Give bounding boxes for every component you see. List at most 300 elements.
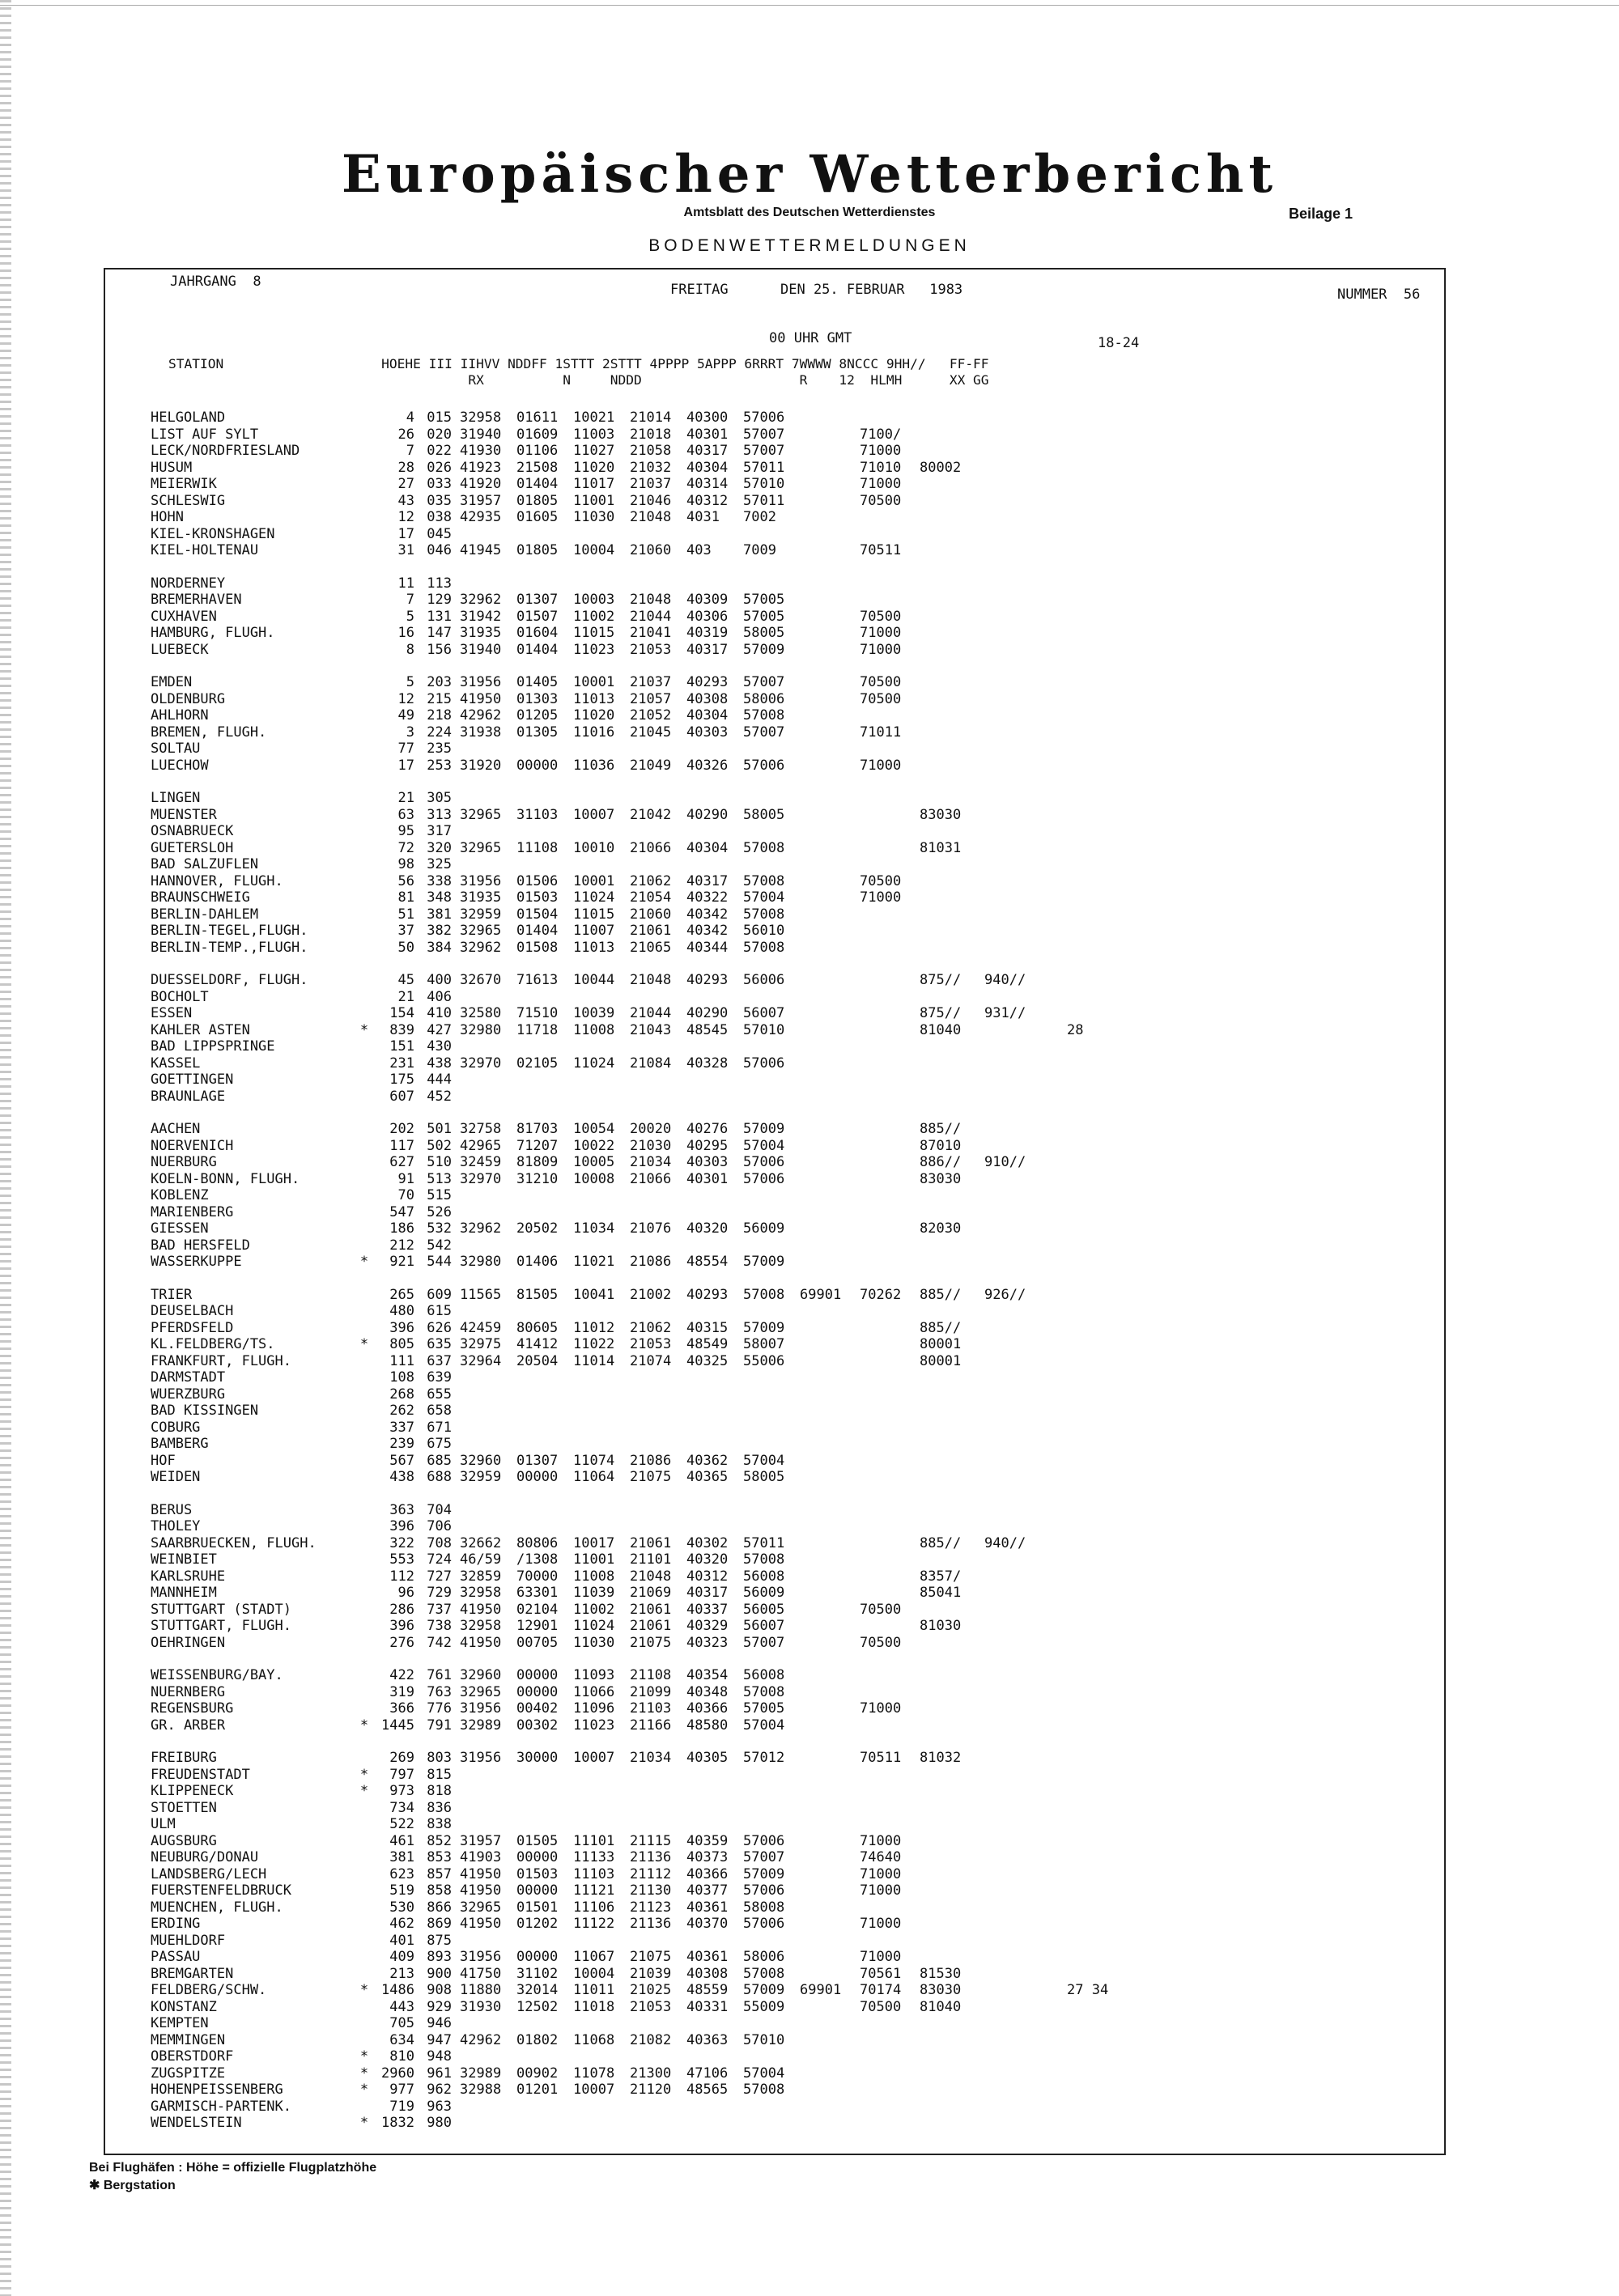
mountain-marker xyxy=(353,940,376,957)
mountain-marker xyxy=(353,989,376,1006)
station-name: MUENSTER xyxy=(151,806,217,823)
station-height: 530 xyxy=(389,1899,414,1916)
group-ff-gust xyxy=(1067,1220,1124,1237)
group-7wwww xyxy=(852,940,910,957)
group-7wwww xyxy=(852,575,910,592)
station-index: 947 xyxy=(427,2031,452,2048)
station-name: BERUS xyxy=(151,1501,193,1518)
group-1sttt xyxy=(565,526,622,543)
group-ff-gust xyxy=(1067,1602,1124,1619)
group-6rrrt xyxy=(792,1750,852,1767)
group-ihvv: 31935 xyxy=(460,625,502,641)
group-8nccc xyxy=(910,1502,978,1519)
mountain-marker xyxy=(353,1518,376,1535)
group-4pppp: 40342 xyxy=(686,906,729,923)
group-5appp xyxy=(735,1502,792,1519)
group-5appp: 58005 xyxy=(743,1469,785,1485)
group-5appp xyxy=(735,1204,792,1221)
group-4pppp: 48554 xyxy=(686,1254,729,1270)
group-9hh xyxy=(978,2065,1067,2082)
group-6rrrt xyxy=(792,940,852,957)
group-ff-gust: 28 xyxy=(1067,1021,1084,1038)
group-7wwww xyxy=(852,1171,910,1188)
group-8nccc xyxy=(910,609,978,626)
station-height: 319 xyxy=(389,1683,414,1700)
group-6rrrt xyxy=(792,1320,852,1337)
group-5appp xyxy=(735,1038,792,1055)
group-4pppp xyxy=(678,1038,735,1055)
station-row xyxy=(151,1916,1124,1933)
station-height: 117 xyxy=(389,1137,414,1154)
group-ihvv xyxy=(452,1420,508,1437)
station-height: 322 xyxy=(389,1534,414,1551)
group-2sttt xyxy=(622,2115,678,2132)
group-6rrrt xyxy=(792,509,852,526)
group-1sttt: 10007 xyxy=(573,2082,615,2098)
group-6rrrt xyxy=(792,1535,852,1552)
group-9hh xyxy=(978,625,1067,642)
station-row xyxy=(151,1882,1124,1899)
group-ihvv: 32964 xyxy=(460,1352,502,1369)
group-4pppp: 40303 xyxy=(686,1154,729,1170)
mountain-marker: * xyxy=(359,1336,369,1352)
station-row xyxy=(151,2099,1124,2116)
group-9hh xyxy=(978,807,1067,824)
group-ihvv: 41750 xyxy=(460,1965,502,1982)
station-index: 729 xyxy=(427,1585,452,1601)
group-ff-gust xyxy=(1067,2082,1124,2099)
station-height: 212 xyxy=(389,1237,414,1254)
group-5appp: 57009 xyxy=(743,1982,785,1998)
mountain-marker xyxy=(353,1966,376,1983)
group-8nccc: 885// xyxy=(920,1121,962,1137)
group-9hh xyxy=(978,2082,1067,2099)
group-2sttt: 21075 xyxy=(630,1469,672,1485)
group-4pppp: 40301 xyxy=(686,426,729,443)
station-name: AUGSBURG xyxy=(151,1832,217,1849)
group-nddff: 32014 xyxy=(516,1982,559,1998)
group-ff-gust xyxy=(1067,493,1124,510)
group-nddff: 01106 xyxy=(516,443,559,459)
group-5appp: 57004 xyxy=(743,1717,785,1734)
group-2sttt: 21103 xyxy=(630,1700,672,1717)
station-row xyxy=(151,2115,1124,2132)
group-ff-gust xyxy=(1067,1386,1124,1403)
group-4pppp: 40314 xyxy=(686,476,729,492)
group-6rrrt xyxy=(792,1667,852,1684)
group-5appp: 57005 xyxy=(743,608,785,625)
group-7wwww xyxy=(852,2099,910,2116)
station-name: THOLEY xyxy=(151,1518,201,1534)
group-2sttt xyxy=(622,1816,678,1833)
group-4pppp xyxy=(678,1369,735,1386)
group-7wwww xyxy=(852,592,910,609)
group-9hh xyxy=(978,1138,1067,1155)
group-7wwww xyxy=(852,1684,910,1701)
group-1sttt: 11024 xyxy=(573,889,615,906)
group-8nccc xyxy=(910,1882,978,1899)
group-6rrrt xyxy=(792,889,852,906)
group-nddff: 01611 xyxy=(516,410,559,426)
group-7wwww xyxy=(852,1717,910,1734)
group-7wwww xyxy=(852,1800,910,1817)
group-nddff xyxy=(508,2015,565,2032)
group-5appp xyxy=(735,2048,792,2065)
mountain-marker xyxy=(353,1833,376,1850)
group-7wwww xyxy=(852,1072,910,1089)
group-9hh xyxy=(978,1502,1067,1519)
group-2sttt xyxy=(622,1420,678,1437)
group-1sttt: 11093 xyxy=(573,1667,615,1683)
group-9hh xyxy=(978,1353,1067,1370)
group-1sttt: 11030 xyxy=(573,1634,615,1651)
group-7wwww xyxy=(852,1353,910,1370)
mountain-marker xyxy=(353,691,376,708)
station-index: 235 xyxy=(427,741,452,757)
group-5appp: 58006 xyxy=(743,1949,785,1965)
group-ihvv: 41950 xyxy=(460,1601,502,1618)
group-nddff xyxy=(508,1386,565,1403)
group-nddff: /1308 xyxy=(516,1551,559,1568)
group-2sttt: 21120 xyxy=(630,2082,672,2098)
station-height: 98 xyxy=(397,856,414,872)
station-row xyxy=(151,1320,1124,1337)
station-row xyxy=(151,1005,1124,1022)
group-8nccc: 83030 xyxy=(920,1170,962,1187)
group-9hh xyxy=(978,642,1067,659)
group-2sttt: 21043 xyxy=(630,1021,672,1038)
group-4pppp: 40303 xyxy=(686,724,729,741)
group-nddff xyxy=(508,575,565,592)
group-2sttt: 21066 xyxy=(630,839,672,856)
group-6rrrt xyxy=(792,1469,852,1486)
station-name: HOHENPEISSENBERG xyxy=(151,2082,283,2098)
group-2sttt: 21018 xyxy=(630,426,672,443)
group-nddff xyxy=(508,1767,565,1784)
station-height: 112 xyxy=(389,1568,414,1585)
mountain-marker xyxy=(353,1684,376,1701)
group-7wwww xyxy=(852,2048,910,2065)
group-2sttt: 21101 xyxy=(630,1551,672,1568)
group-nddff xyxy=(508,1237,565,1254)
group-nddff: 12901 xyxy=(516,1618,559,1634)
group-4pppp: 40344 xyxy=(686,939,729,956)
mountain-marker xyxy=(353,889,376,906)
group-6rrrt xyxy=(792,1022,852,1039)
group-7wwww xyxy=(852,840,910,857)
station-name: HUSUM xyxy=(151,459,193,476)
group-6rrrt xyxy=(792,460,852,477)
mountain-marker xyxy=(353,1750,376,1767)
group-8nccc xyxy=(910,2082,978,2099)
station-height: 17 xyxy=(397,525,414,542)
group-4pppp: 40328 xyxy=(686,1055,729,1072)
group-9hh xyxy=(978,1089,1067,1106)
group-9hh xyxy=(978,856,1067,873)
group-6rrrt xyxy=(792,1072,852,1089)
group-8nccc xyxy=(910,1254,978,1271)
group-ff-gust xyxy=(1067,1568,1124,1585)
mountain-marker xyxy=(353,1585,376,1602)
station-name: DUESSELDORF, FLUGH. xyxy=(151,972,308,988)
station-name: BAD KISSINGEN xyxy=(151,1403,259,1419)
group-6rrrt xyxy=(792,1220,852,1237)
station-name: SAARBRUECKEN, FLUGH. xyxy=(151,1534,317,1551)
group-7wwww: 71000 xyxy=(860,1832,902,1849)
station-row xyxy=(151,674,1124,691)
group-9hh xyxy=(978,1982,1067,1999)
station-row xyxy=(151,509,1124,526)
group-2sttt: 21099 xyxy=(630,1683,672,1700)
group-nddff xyxy=(508,1502,565,1519)
station-height: 26 xyxy=(397,426,414,443)
mountain-marker xyxy=(353,1089,376,1106)
group-5appp: 56008 xyxy=(743,1568,785,1585)
station-height: 27 xyxy=(397,476,414,492)
group-1sttt: 11133 xyxy=(573,1849,615,1865)
group-ff-gust xyxy=(1067,1767,1124,1784)
group-1sttt: 11036 xyxy=(573,757,615,774)
group-2sttt: 21037 xyxy=(630,476,672,492)
station-height: 623 xyxy=(389,1865,414,1882)
group-2sttt: 21049 xyxy=(630,757,672,774)
group-5appp: 58006 xyxy=(743,690,785,707)
group-5appp xyxy=(735,1420,792,1437)
group-ihvv: 32965 xyxy=(460,1683,502,1700)
station-name: WASSERKUPPE xyxy=(151,1254,242,1270)
station-row xyxy=(151,1767,1124,1784)
group-8nccc: 81040 xyxy=(920,1998,962,2015)
group-2sttt xyxy=(622,2048,678,2065)
group-1sttt: 11078 xyxy=(573,2065,615,2082)
group-9hh xyxy=(978,609,1067,626)
group-6rrrt xyxy=(792,807,852,824)
group-8nccc xyxy=(910,1916,978,1933)
group-5appp xyxy=(735,1403,792,1420)
group-8nccc xyxy=(910,642,978,659)
group-2sttt xyxy=(622,1038,678,1055)
station-index: 675 xyxy=(427,1436,452,1452)
group-ihvv: 32988 xyxy=(460,2082,502,2098)
group-1sttt: 10041 xyxy=(573,1286,615,1303)
group-ihvv: 32975 xyxy=(460,1336,502,1352)
group-1sttt: 11020 xyxy=(573,459,615,476)
group-6rrrt xyxy=(792,2082,852,2099)
group-9hh xyxy=(978,1072,1067,1089)
group-ihvv: 42962 xyxy=(460,2031,502,2048)
mountain-marker xyxy=(353,1287,376,1304)
station-row xyxy=(151,642,1124,659)
station-row xyxy=(151,856,1124,873)
group-8nccc xyxy=(910,1386,978,1403)
group-4pppp xyxy=(678,526,735,543)
group-8nccc: 885// xyxy=(920,1319,962,1336)
group-8nccc xyxy=(910,1436,978,1453)
group-2sttt: 21002 xyxy=(630,1286,672,1303)
station-height: 91 xyxy=(397,1170,414,1187)
group-5appp xyxy=(735,2099,792,2116)
group-8nccc xyxy=(910,940,978,957)
group-ff-gust xyxy=(1067,2065,1124,2082)
station-name: WEINBIET xyxy=(151,1551,217,1568)
group-8nccc xyxy=(910,1187,978,1204)
station-index: 317 xyxy=(427,823,452,839)
group-5appp: 57008 xyxy=(743,906,785,923)
group-ihvv: 42965 xyxy=(460,1137,502,1154)
group-ff-gust xyxy=(1067,1916,1124,1933)
group-ff-gust xyxy=(1067,542,1124,559)
station-height: 3 xyxy=(406,724,414,741)
group-5appp xyxy=(735,1767,792,1784)
group-nddff xyxy=(508,1187,565,1204)
station-height: 480 xyxy=(389,1303,414,1319)
group-1sttt xyxy=(565,1800,622,1817)
group-8nccc xyxy=(910,1403,978,1420)
group-ihvv: 32965 xyxy=(460,1899,502,1916)
station-height: 43 xyxy=(397,492,414,509)
station-row xyxy=(151,758,1124,775)
group-nddff: 00000 xyxy=(516,1667,559,1683)
group-9hh xyxy=(978,1999,1067,2016)
group-8nccc xyxy=(910,1899,978,1916)
station-row xyxy=(151,1469,1124,1486)
group-6rrrt xyxy=(792,823,852,840)
group-9hh xyxy=(978,1667,1067,1684)
station-row xyxy=(151,2048,1124,2065)
group-9hh xyxy=(978,443,1067,460)
group-2sttt: 21115 xyxy=(630,1832,672,1849)
group-nddff xyxy=(508,1933,565,1950)
group-ihvv: 32670 xyxy=(460,972,502,988)
station-row xyxy=(151,1849,1124,1866)
group-nddff: 00000 xyxy=(516,1683,559,1700)
mountain-marker xyxy=(353,460,376,477)
group-nddff: 01504 xyxy=(516,906,559,923)
station-row xyxy=(151,1618,1124,1635)
group-8nccc xyxy=(910,2099,978,2116)
station-row xyxy=(151,1254,1124,1271)
group-9hh: 940// xyxy=(984,972,1026,988)
group-9hh xyxy=(978,460,1067,477)
group-ff-gust xyxy=(1067,1336,1124,1353)
group-6rrrt xyxy=(792,476,852,493)
group-1sttt: 10039 xyxy=(573,1005,615,1021)
group-nddff xyxy=(508,741,565,758)
station-index: 853 xyxy=(427,1849,452,1865)
group-9hh xyxy=(978,1369,1067,1386)
group-1sttt: 11101 xyxy=(573,1832,615,1849)
group-7wwww xyxy=(852,1204,910,1221)
group-9hh xyxy=(978,741,1067,758)
station-height: 797 xyxy=(389,1766,414,1783)
mountain-marker xyxy=(353,707,376,724)
station-name: BAD HERSFELD xyxy=(151,1237,250,1254)
group-7wwww: 71000 xyxy=(860,1882,902,1899)
group-1sttt: 11002 xyxy=(573,1601,615,1618)
station-name: KOBLENZ xyxy=(151,1187,209,1203)
group-ff-gust xyxy=(1067,741,1124,758)
group-8nccc xyxy=(910,625,978,642)
group-2sttt: 21037 xyxy=(630,674,672,690)
station-height: 522 xyxy=(389,1816,414,1832)
station-height: 462 xyxy=(389,1916,414,1932)
group-6rrrt xyxy=(792,1386,852,1403)
group-ihvv xyxy=(452,1403,508,1420)
station-index: 791 xyxy=(427,1717,452,1734)
group-9hh xyxy=(978,1783,1067,1800)
group-1sttt xyxy=(565,1038,622,1055)
group-2sttt xyxy=(622,790,678,807)
group-6rrrt xyxy=(792,972,852,989)
group-ihvv: 32580 xyxy=(460,1005,502,1021)
group-5appp: 57009 xyxy=(743,1254,785,1270)
group-2sttt: 21048 xyxy=(630,1568,672,1585)
group-ihvv: 32970 xyxy=(460,1055,502,1072)
group-1sttt: 11096 xyxy=(573,1700,615,1717)
group-ihvv xyxy=(452,526,508,543)
station-row xyxy=(151,1353,1124,1370)
station-row xyxy=(151,1237,1124,1254)
group-nddff: 31103 xyxy=(516,806,559,823)
group-8nccc xyxy=(910,707,978,724)
group-1sttt xyxy=(565,1420,622,1437)
group-7wwww xyxy=(852,1899,910,1916)
group-6rrrt xyxy=(792,1684,852,1701)
group-8nccc xyxy=(910,674,978,691)
group-8nccc xyxy=(910,1767,978,1784)
group-1sttt: 11024 xyxy=(573,1618,615,1634)
group-2sttt: 21084 xyxy=(630,1055,672,1072)
group-8nccc xyxy=(910,2048,978,2065)
group-8nccc: 80001 xyxy=(920,1352,962,1369)
mountain-marker xyxy=(353,1882,376,1899)
group-9hh xyxy=(978,509,1067,526)
group-1sttt: 11003 xyxy=(573,426,615,443)
group-5appp xyxy=(735,2015,792,2032)
group-ff-gust xyxy=(1067,1635,1124,1652)
group-9hh xyxy=(978,427,1067,443)
group-2sttt: 21061 xyxy=(630,923,672,939)
group-6rrrt xyxy=(792,1783,852,1800)
group-nddff: 21508 xyxy=(516,459,559,476)
group-nddff: 00402 xyxy=(516,1700,559,1717)
group-ff-gust xyxy=(1067,1121,1124,1138)
group-ihvv: 32980 xyxy=(460,1254,502,1270)
station-index: 325 xyxy=(427,856,452,872)
group-nddff: 01205 xyxy=(516,707,559,724)
group-ihvv: 31940 xyxy=(460,426,502,443)
group-1sttt xyxy=(565,575,622,592)
group-ihvv: 32958 xyxy=(460,1585,502,1601)
group-1sttt: 11067 xyxy=(573,1949,615,1965)
station-height: 286 xyxy=(389,1601,414,1618)
station-name: SCHLESWIG xyxy=(151,492,226,509)
group-6rrrt xyxy=(792,873,852,890)
station-name: MANNHEIM xyxy=(151,1585,217,1601)
station-name: BREMEN, FLUGH. xyxy=(151,724,267,741)
group-nddff xyxy=(508,1800,565,1817)
mountain-marker xyxy=(353,1618,376,1635)
station-index: 542 xyxy=(427,1237,452,1254)
station-row xyxy=(151,1055,1124,1072)
group-2sttt xyxy=(622,1800,678,1817)
station-height: 262 xyxy=(389,1403,414,1419)
group-ihvv: 41903 xyxy=(460,1849,502,1865)
group-4pppp: 40348 xyxy=(686,1683,729,1700)
group-ff-gust xyxy=(1067,1369,1124,1386)
group-ff-gust xyxy=(1067,1420,1124,1437)
station-height: 1486 xyxy=(381,1982,414,1998)
